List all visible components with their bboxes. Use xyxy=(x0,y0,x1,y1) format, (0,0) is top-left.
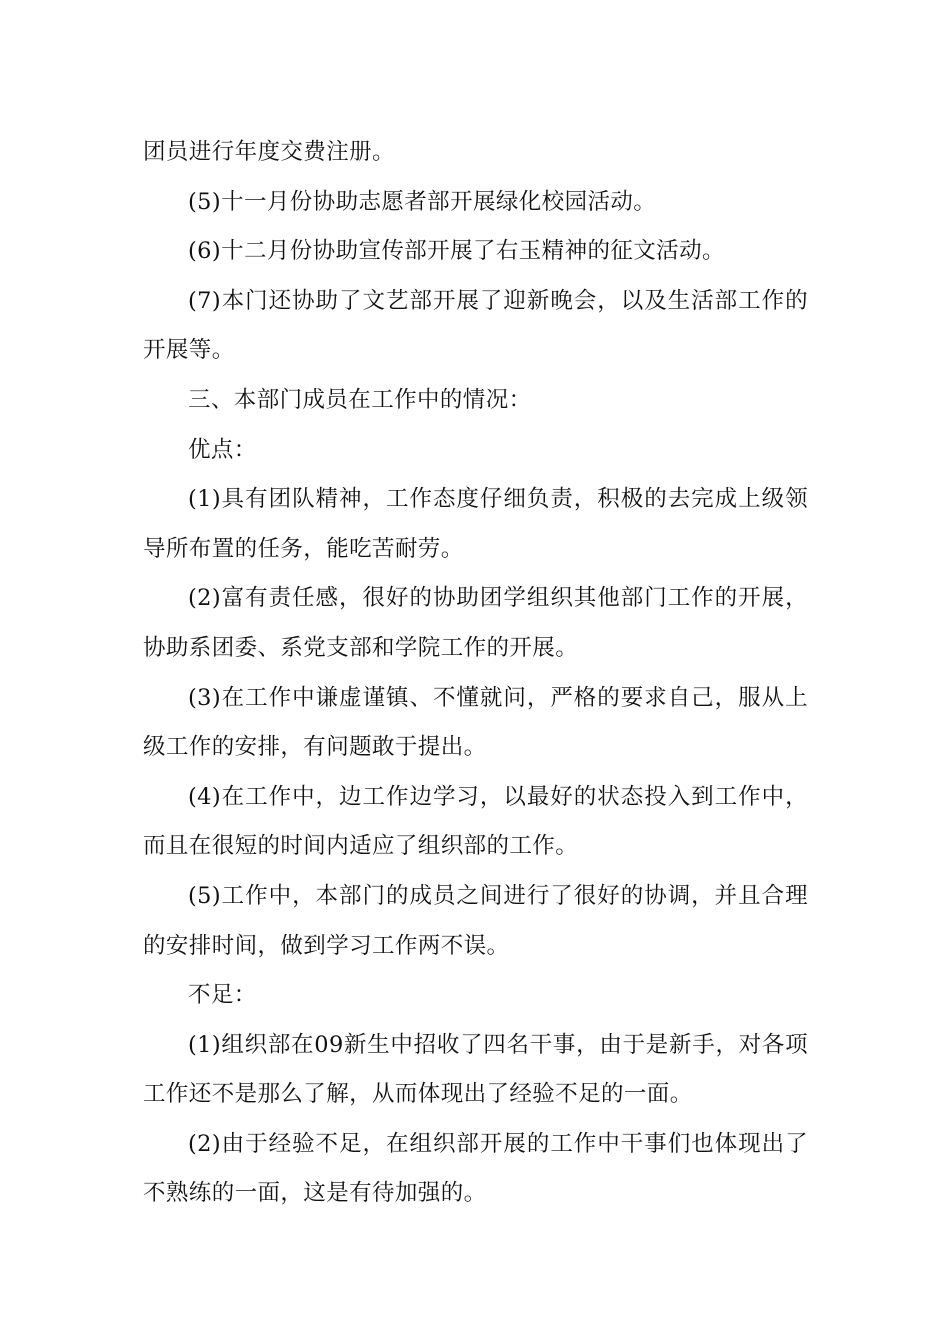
document-body xyxy=(143,128,808,1219)
paragraph: (6)十二月份协助宣传部开展了右玉精神的征文活动。 xyxy=(188,238,725,265)
paragraph: (1)具有团队精神，工作态度仔细负责，积极的去完成上级领导所布置的任务，能吃苦耐劳。 xyxy=(143,486,808,562)
paragraph: (2)由于经验不足，在组织部开展的工作中干事们也体现出了不熟练的一面，这是有待加强的。 xyxy=(143,1130,808,1207)
paragraph: (1)组织部在09新生中招收了四名干事，由于是新手，对各项工作还不是那么了解，从而体现出了经验不足的一面。 xyxy=(143,1031,808,1108)
paragraph: (5)十一月份协助志愿者部开展绿化校园活动。 xyxy=(188,188,657,215)
subheading-strengths: 优点： xyxy=(188,436,257,463)
paragraph: (2)富有责任感，很好的协助团学组织其他部门工作的开展，协助系团委、系党支部和学院工作的开展。 xyxy=(143,585,808,661)
paragraph: (5)工作中，本部门的成员之间进行了很好的协调，并且合理的安排时间，做到学习工作两不误。 xyxy=(143,882,808,959)
paragraph: 团员进行年度交费注册。 xyxy=(143,139,395,165)
paragraph: (4)在工作中，边工作边学习，以最好的状态投入到工作中，而且在很短的时间内适应了组织部的工作。 xyxy=(143,783,808,860)
paragraph: (3)在工作中谦虚谨镇、不懂就问，严格的要求自己，服从上级工作的安排，有问题敢于提出。 xyxy=(143,684,808,761)
section-heading: 三、本部门成员在工作中的情况： xyxy=(188,386,532,413)
paragraph: (7)本门还协助了文艺部开展了迎新晚会，以及生活部工作的开展等。 xyxy=(143,287,808,364)
subheading-weaknesses: 不足： xyxy=(188,982,257,1009)
